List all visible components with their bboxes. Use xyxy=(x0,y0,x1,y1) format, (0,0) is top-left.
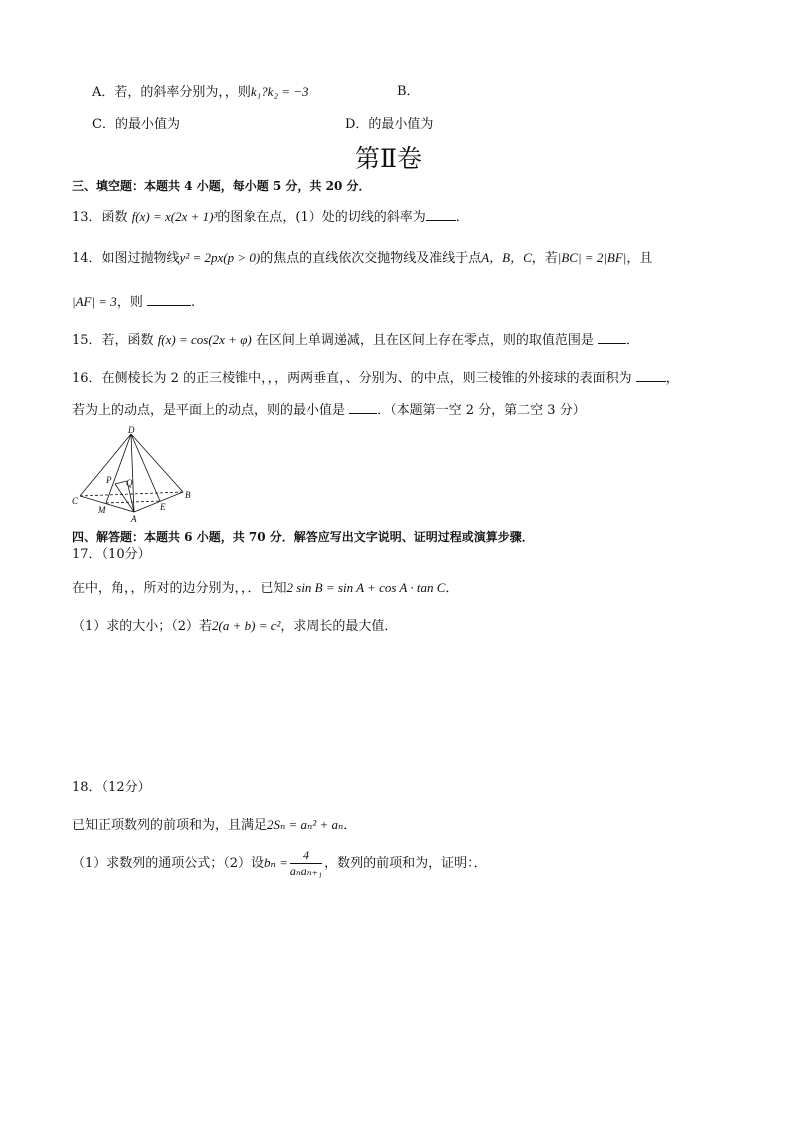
q14-line2-text: ，则 xyxy=(116,295,147,310)
question-14-line2 xyxy=(72,293,195,311)
question-13 xyxy=(72,208,469,226)
edge-de xyxy=(131,434,160,501)
q13-math: f(x) = x(2x + 1)³ xyxy=(131,209,218,224)
label-b: B xyxy=(185,490,191,500)
q18-line2-text: （1）求数列的通项公式；（2）设 xyxy=(72,856,265,871)
q18-fraction-numerator: 4 xyxy=(290,848,322,864)
option-a-text: A．若，的斜率分别为，，则 xyxy=(92,85,251,100)
q15-text: 在区间上单调递减，且在区间上存在零点，则的取值范围是 xyxy=(251,333,598,348)
q13-text: 的图象在点，(1）处的切线的斜率为 xyxy=(217,210,426,225)
question-17-line2 xyxy=(72,618,397,635)
edge-dm xyxy=(106,434,131,503)
q18-line1-text: 已知正项数列的前项和为，且满足 xyxy=(72,818,268,833)
q15-blank xyxy=(598,331,626,344)
q17-line2-post: ，求周长的最大值． xyxy=(280,619,398,634)
section-4-heading: 四、解答题：本题共 6 小题，共 70 分．解答应写出文字说明、证明过程或演算步骤． xyxy=(72,530,534,544)
q17-line2-text: （1）求的大小；（2）若 xyxy=(72,619,213,634)
q14-mid: 的焦点的直线依次交抛物线及准线于点 xyxy=(260,251,482,266)
q14-mid2: ，若 xyxy=(531,251,558,266)
edge-ca xyxy=(80,496,134,512)
option-b: B． xyxy=(397,84,420,99)
q16-line2-post: ．（本题第一空 2 分，第二空 3 分） xyxy=(377,403,586,418)
q14-post: ，且 xyxy=(626,251,653,266)
q13-prefix: 13．函数 xyxy=(72,210,132,225)
label-e: E xyxy=(160,502,166,512)
label-c: C xyxy=(72,496,79,506)
q16-blank-1 xyxy=(636,369,666,382)
section-3-heading: 三、填空题：本题共 4 小题，每小题 5 分，共 20 分． xyxy=(72,179,371,193)
q14-end: . xyxy=(190,295,196,310)
q14-math2: |BC| = 2|BF| xyxy=(557,250,627,265)
q18-bn: bₙ = xyxy=(264,855,288,870)
q15-math: f(x) = cos(2x + φ) xyxy=(157,332,252,347)
q16-line2-text: 若为上的动点，是平面上的动点，则的最小值是 xyxy=(72,403,350,418)
q17-line1-text: 在中，角，，所对的边分别为，，．已知 xyxy=(72,581,287,596)
q14-blank xyxy=(147,293,191,306)
q15-end: ． xyxy=(626,333,640,348)
q16-line1-text: 16．在侧棱长为 2 的正三棱锥中，，，两两垂直，、分别为、的中点，则三棱锥的外接球的表面积为 xyxy=(72,371,636,386)
edge-me-hidden xyxy=(106,501,160,503)
q18-line1-end: ． xyxy=(343,818,357,833)
q15-prefix: 15．若，函数 xyxy=(72,333,158,348)
label-d: D xyxy=(128,426,135,435)
question-14-line1 xyxy=(72,250,652,267)
q16-line1-end: ， xyxy=(665,371,679,386)
section-title: 第Ⅱ卷 xyxy=(355,144,422,173)
label-q: Q xyxy=(126,478,133,488)
edge-cb-hidden xyxy=(80,492,183,496)
q14-prefix: 14．如图过抛物线 xyxy=(72,251,180,266)
question-18-line2 xyxy=(72,846,487,880)
question-16-line2 xyxy=(72,401,586,419)
question-18-line1 xyxy=(72,817,356,834)
q16-blank-2 xyxy=(349,401,377,414)
q18-line2-post: ，数列的前项和为，证明：． xyxy=(324,856,487,871)
q17-line1-math: 2 sin B = sin A + cos A · tan C xyxy=(286,580,446,595)
q18-fraction xyxy=(290,848,322,879)
label-m: M xyxy=(98,505,106,515)
edge-db xyxy=(131,434,183,492)
question-15 xyxy=(72,331,639,349)
label-p: P xyxy=(106,475,112,485)
q14-line2-math: |AF| = 3 xyxy=(72,294,117,309)
q18-line1-math: 2Sₙ = aₙ² + aₙ xyxy=(267,817,344,832)
option-a-math: k₁?k₂ = −3 xyxy=(250,84,309,99)
q17-line2-math: 2(a + b) = c² xyxy=(212,618,281,633)
q14-points: A，B，C xyxy=(481,250,532,265)
q13-end: ． xyxy=(455,210,469,225)
q14-math1: y² = 2px(p > 0) xyxy=(179,250,261,265)
q13-blank xyxy=(426,208,456,221)
option-d: D．的最小值为 xyxy=(345,117,434,132)
question-17-heading: 17．（10分） xyxy=(72,547,151,562)
question-18-heading: 18．（12分） xyxy=(72,780,151,795)
option-a xyxy=(92,84,309,101)
edge-dc xyxy=(80,434,131,496)
label-a: A xyxy=(131,514,137,524)
option-c: C．的最小值为 xyxy=(92,117,180,132)
question-17-line1 xyxy=(72,580,458,597)
pyramid-figure xyxy=(68,426,202,524)
q18-fraction-denominator: aₙaₙ₊₁ xyxy=(289,864,323,878)
question-16-line1 xyxy=(72,369,679,387)
q17-line1-end: ． xyxy=(445,581,459,596)
